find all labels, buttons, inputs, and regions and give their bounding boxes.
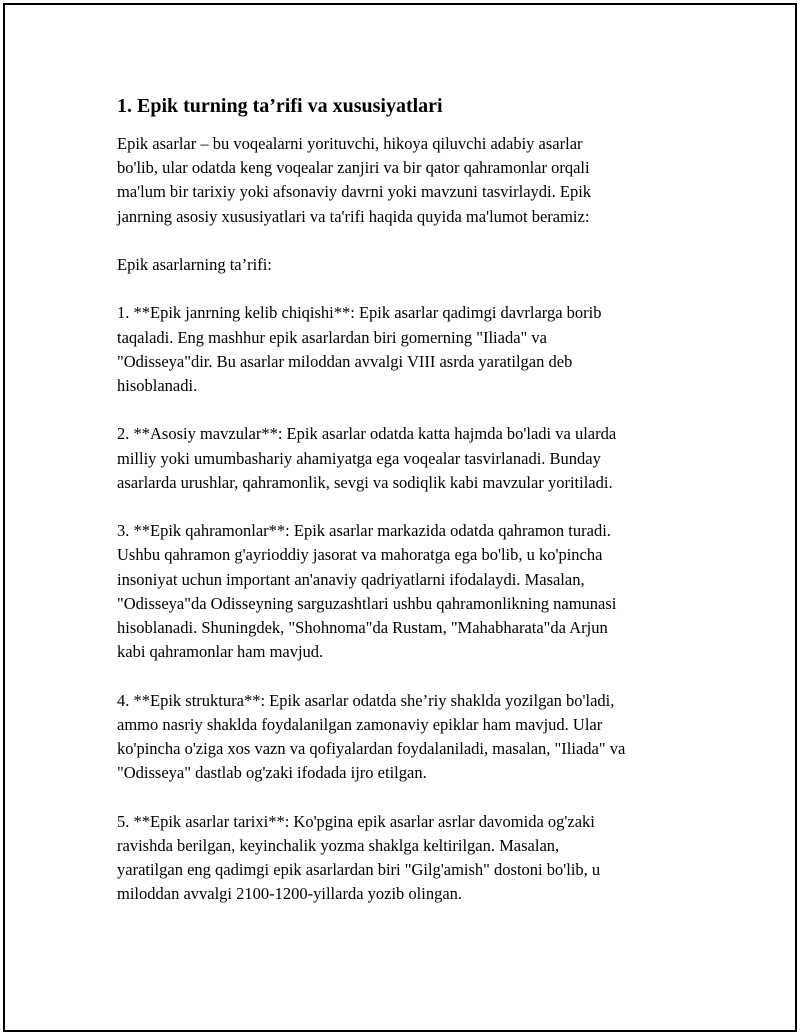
text-line: janrning asosiy xususiyatlari va ta'rifi haqida quyida ma'lumot beramiz: xyxy=(117,206,590,226)
text-line: insoniyat uchun important an'anaviy qadriyatlarni ifodalaydi. Masalan, xyxy=(117,569,585,589)
text-line: "Odisseya"da Odisseyning sarguzashtlari ushbu qahramonlikning namunasi xyxy=(117,593,617,613)
text-line: kabi qahramonlar ham mavjud. xyxy=(117,642,324,662)
text-line: 2. **Asosiy mavzular**: Epik asarlar odatda katta hajmda bo'ladi va ularda xyxy=(117,424,617,444)
intro-paragraph xyxy=(117,132,697,229)
item-5-paragraph xyxy=(117,810,697,907)
text-line: hisoblanadi. xyxy=(117,376,198,395)
section-heading: 1. Epik turning ta’rifi va xususiyatlari xyxy=(117,95,443,117)
text-line: taqaladi. Eng mashhur epik asarlardan biri gomerning "Iliada" va xyxy=(117,327,547,347)
item-4-paragraph xyxy=(117,689,697,786)
text-line: Epik asarlar – bu voqealarni yorituvchi, hikoya qiluvchi adabiy asarlar xyxy=(117,134,583,153)
text-line: Ushbu qahramon g'ayrioddiy jasorat va mahoratga ega bo'lib, u ko'pincha xyxy=(117,545,603,565)
text-line: ma'lum bir tarixiy yoki afsonaviy davrni yoki mavzuni tasvirlaydi. Epik xyxy=(117,182,592,202)
text-line: "Odisseya" dastlab og'zaki ifodada ijro etilgan. xyxy=(117,763,427,783)
item-1-paragraph xyxy=(117,301,697,398)
item-3-paragraph xyxy=(117,519,697,664)
document-body xyxy=(117,92,697,931)
text-line: hisoblanadi. Shuningdek, "Shohnoma"da Rustam, "Mahabharata"da Arjun xyxy=(117,618,608,637)
text-line: milliy yoki umumbashariy ahamiyatga ega voqealar tasvirlanadi. Bunday xyxy=(117,448,601,468)
text-line: "Odisseya"dir. Bu asarlar miloddan avvalgi VIII asrda yaratilgan deb xyxy=(117,351,573,371)
text-line: Epik asarlarning ta’rifi: xyxy=(117,255,272,274)
item-2-paragraph xyxy=(117,422,697,495)
text-line: 1. **Epik janrning kelib chiqishi**: Epik asarlar qadimgi davrlarga borib xyxy=(117,303,602,323)
text-line: ravishda berilgan, keyinchalik yozma shaklga keltirilgan. Masalan, xyxy=(117,835,560,855)
text-line: ammo nasriy shaklda foydalanilgan zamonaviy epiklar ham mavjud. Ular xyxy=(117,714,603,734)
text-line: 3. **Epik qahramonlar**: Epik asarlar markazida odatda qahramon turadi. xyxy=(117,521,611,541)
text-line: miloddan avvalgi 2100-1200-yillarda yozib olingan. xyxy=(117,884,463,904)
text-line: 5. **Epik asarlar tarixi**: Ko'pgina epik asarlar asrlar davomida og'zaki xyxy=(117,811,595,831)
definition-label-paragraph xyxy=(117,253,697,277)
text-line: ko'pincha o'ziga xos vazn va qofiyalardan foydalaniladi, masalan, "Iliada" va xyxy=(117,739,626,758)
text-line: bo'lib, ular odatda keng voqealar zanjiri va bir qator qahramonlar orqali xyxy=(117,158,590,178)
text-line: 4. **Epik struktura**: Epik asarlar odatda she’riy shaklda yozilgan bo'ladi, xyxy=(117,690,615,710)
text-line: asarlarda urushlar, qahramonlik, sevgi va sodiqlik kabi mavzular yoritiladi. xyxy=(117,472,613,492)
text-line: yaratilgan eng qadimgi epik asarlardan biri "Gilg'amish" dostoni bo'lib, u xyxy=(117,860,601,879)
